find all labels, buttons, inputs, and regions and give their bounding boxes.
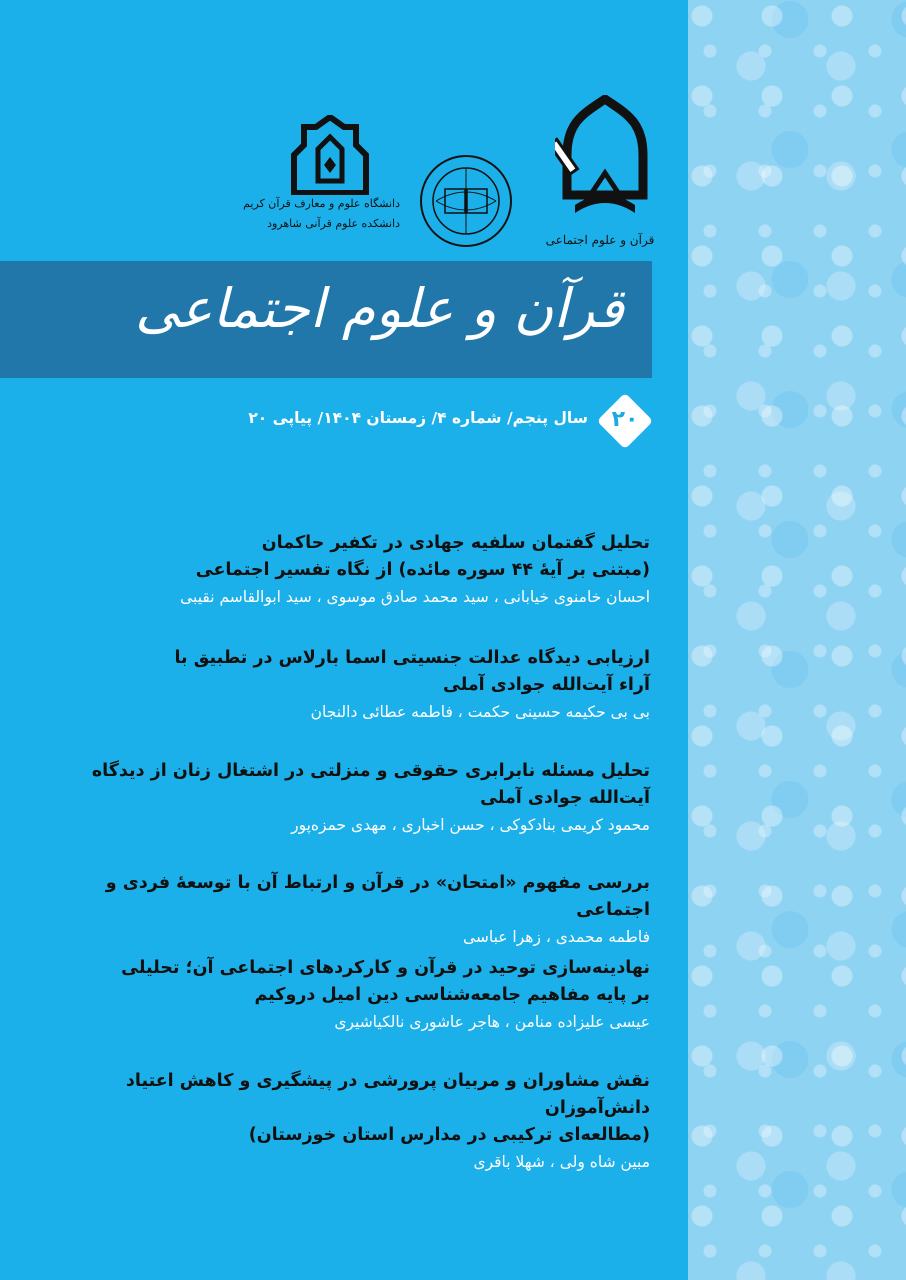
- article-title-line1: تحلیل گفتمان سلفیه جهادی در تکفیر حاکمان: [261, 533, 650, 553]
- university-name-line2: دانشکده علوم قرآنی شاهرود: [267, 217, 400, 230]
- floral-pattern-strip: [688, 0, 906, 1280]
- university-name-line1: دانشگاه علوم و معارف قرآن کریم: [243, 197, 400, 210]
- journal-title: قرآن و علوم اجتماعی: [135, 277, 624, 340]
- journal-logo-caption: قرآن و علوم اجتماعی: [545, 233, 655, 247]
- title-band: [0, 261, 652, 378]
- article-title-line2: (مطالعه‌ای ترکیبی در مدارس استان خوزستان): [248, 1125, 650, 1145]
- journal-logo-icon: [555, 95, 655, 230]
- article-item: [30, 870, 650, 950]
- article-title-line1: نهادینه‌سازی توحید در قرآن و کارکردهای اجتماعی آن؛ تحلیلی: [121, 958, 650, 978]
- article-item: [121, 955, 650, 1035]
- article-title-line1: بررسی مفهوم «امتحان» در قرآن و ارتباط آن با توسعهٔ فردی و اجتماعی: [105, 873, 650, 920]
- article-title-line2: آیت‌الله جوادی آملی: [480, 788, 650, 808]
- association-seal-icon: [418, 153, 514, 249]
- article-title-line1: ارزیابی دیدگاه عدالت جنسیتی اسما بارلاس در تطبیق با: [174, 648, 650, 668]
- article-title-line1: نقش مشاوران و مربیان پرورشی در پیشگیری و کاهش اعتیاد دانش‌آموزان: [125, 1071, 650, 1118]
- article-authors: بی بی حکیمه حسینی حکمت ، فاطمه عطائی دالنجان: [310, 703, 650, 721]
- article-title-line2: آراء آیت‌الله جوادی آملی: [442, 675, 650, 695]
- article-item: [174, 645, 650, 725]
- article-title-line2: (مبتنی بر آیهٔ ۴۴ سوره مائده) از نگاه تفسیر اجتماعی: [195, 560, 650, 580]
- issue-number: ۲۰: [611, 407, 639, 432]
- article-title-line1: تحلیل مسئله نابرابری حقوقی و منزلتی در اشتغال زنان از دیدگاه: [91, 761, 650, 781]
- university-logo-icon: [290, 115, 370, 195]
- article-title-line2: بر پایه مفاهیم جامعه‌شناسی دین امیل دروکیم: [254, 985, 650, 1005]
- article-item: [180, 530, 650, 610]
- issue-info: سال پنجم/ شماره ۴/ زمستان ۱۴۰۴/ پیاپی ۲۰: [248, 409, 588, 427]
- article-item: [30, 1068, 650, 1175]
- article-authors: فاطمه محمدی ، زهرا عباسی: [462, 928, 650, 946]
- article-authors: عیسی علیزاده منامن ، هاجر عاشوری نالکیاشیری: [334, 1013, 650, 1031]
- article-authors: مبین شاه ولی ، شهلا باقری: [473, 1153, 650, 1171]
- article-authors: محمود کریمی بنادکوکی ، حسن اخباری ، مهدی حمزه‌پور: [291, 816, 650, 834]
- header-logos: [230, 95, 670, 265]
- article-item: [92, 758, 650, 838]
- article-authors: احسان خامنوی خیابانی ، سید محمد صادق موسوی ، سید ابوالقاسم نقیبی: [180, 588, 650, 606]
